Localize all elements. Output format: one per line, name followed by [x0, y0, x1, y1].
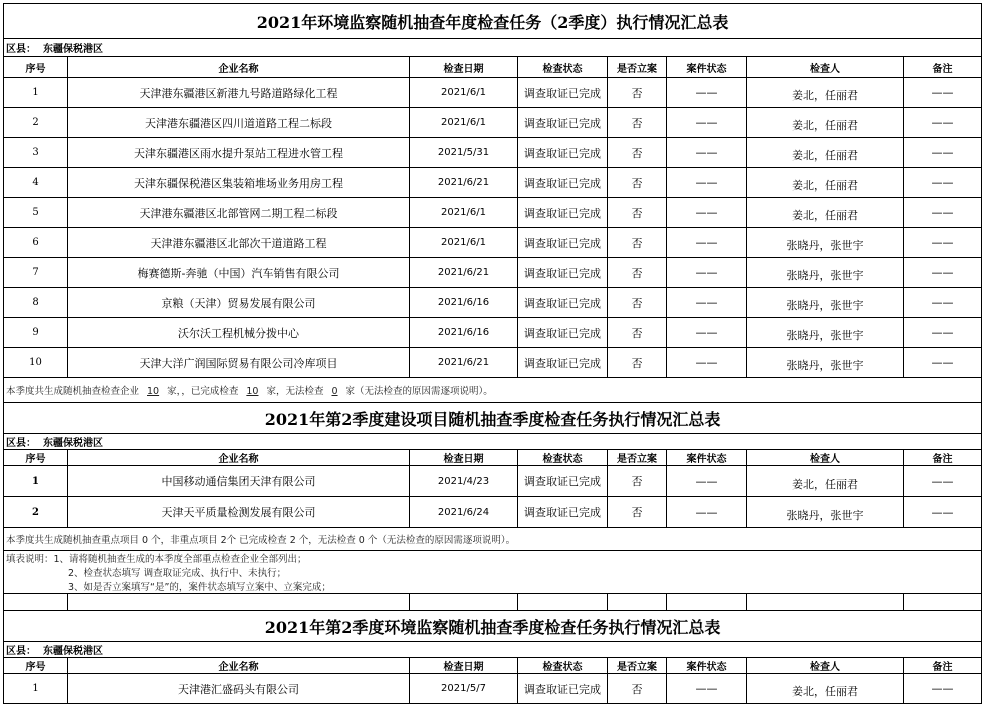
- header-date: 检查日期: [410, 57, 518, 78]
- cell-remark: ——: [904, 466, 982, 497]
- section2-region-row: [4, 434, 982, 450]
- header-remark: 备注: [904, 450, 982, 466]
- section1-region-row: [4, 39, 982, 57]
- header-status: 检查状态: [518, 450, 608, 466]
- header-filed: 是否立案: [608, 658, 667, 674]
- section1-title-row: [4, 4, 982, 39]
- cell-date: 2021/6/1: [410, 198, 518, 228]
- header-status: 检查状态: [518, 658, 608, 674]
- section2-region: 区县： 东疆保税港区: [4, 434, 982, 450]
- cell-seq: 10: [4, 348, 68, 378]
- cell-date: 2021/6/1: [410, 108, 518, 138]
- cell-seq: 5: [4, 198, 68, 228]
- cell-filed: 否: [608, 466, 667, 497]
- spreadsheet: [3, 3, 981, 704]
- cell-inspector: 张晓丹，张世宇: [747, 318, 904, 348]
- cell-case: ——: [667, 108, 747, 138]
- cell-status: 调查取证已完成: [518, 258, 608, 288]
- table-row: [4, 78, 982, 108]
- cell-date: 2021/6/1: [410, 228, 518, 258]
- cell-inspector: 姜北，任丽君: [747, 466, 904, 497]
- cell-remark: ——: [904, 228, 982, 258]
- header-inspector: 检查人: [747, 57, 904, 78]
- cell-date: 2021/5/31: [410, 138, 518, 168]
- section3-header-row: [4, 658, 982, 674]
- cell-status: 调查取证已完成: [518, 466, 608, 497]
- cell-inspector: 张晓丹，张世宇: [747, 258, 904, 288]
- cell-remark: ——: [904, 198, 982, 228]
- cell-company: 天津天平质量检测发展有限公司: [68, 497, 410, 528]
- cell-remark: ——: [904, 674, 982, 704]
- cell-date: 2021/6/24: [410, 497, 518, 528]
- cell-company: 天津东疆港区雨水提升泵站工程进水管工程: [68, 138, 410, 168]
- cell-company: 沃尔沃工程机械分拨中心: [68, 318, 410, 348]
- section3-title-row: [4, 611, 982, 642]
- header-date: 检查日期: [410, 450, 518, 466]
- section3-region-row: [4, 642, 982, 658]
- section2-header-row: [4, 450, 982, 466]
- cell-date: 2021/6/1: [410, 78, 518, 108]
- cell-filed: 否: [608, 168, 667, 198]
- header-remark: 备注: [904, 57, 982, 78]
- cell-seq: 1: [4, 674, 68, 704]
- table-row: [4, 198, 982, 228]
- cell-remark: ——: [904, 288, 982, 318]
- cell-seq: 9: [4, 318, 68, 348]
- table-row: [4, 228, 982, 258]
- header-company: 企业名称: [68, 658, 410, 674]
- cell-date: 2021/6/16: [410, 288, 518, 318]
- cell-status: 调查取证已完成: [518, 497, 608, 528]
- section2-summary-row: [4, 528, 982, 551]
- cell-inspector: 姜北，任丽君: [747, 138, 904, 168]
- cell-filed: 否: [608, 228, 667, 258]
- cell-inspector: 张晓丹，张世宇: [747, 228, 904, 258]
- table-row: [4, 466, 982, 497]
- note-row: [4, 565, 982, 579]
- cell-status: 调查取证已完成: [518, 348, 608, 378]
- cell-status: 调查取证已完成: [518, 198, 608, 228]
- cell-seq: 1: [4, 78, 68, 108]
- cell-filed: 否: [608, 78, 667, 108]
- cell-filed: 否: [608, 258, 667, 288]
- cell-case: ——: [667, 318, 747, 348]
- table-row: [4, 497, 982, 528]
- table-row: [4, 138, 982, 168]
- cell-filed: 否: [608, 348, 667, 378]
- header-filed: 是否立案: [608, 57, 667, 78]
- header-case: 案件状态: [667, 450, 747, 466]
- cell-seq: 3: [4, 138, 68, 168]
- cell-filed: 否: [608, 108, 667, 138]
- cell-remark: ——: [904, 138, 982, 168]
- cell-status: 调查取证已完成: [518, 288, 608, 318]
- section3-title: 2021年第2季度环境监察随机抽查季度检查任务执行情况汇总表: [4, 611, 982, 642]
- section1-summary: 本季度共生成随机抽查检查企业 10 家，，已完成检查 10 家，无法检查 0 家（无法检查的原因需逐项说明）。: [4, 378, 982, 403]
- section1-region: 区县： 东疆保税港区: [4, 39, 982, 57]
- cell-inspector: 姜北，任丽君: [747, 108, 904, 138]
- cell-filed: 否: [608, 318, 667, 348]
- note-line: 填表说明：1、请将随机抽查生成的本季度全部重点检查企业全部列出；: [4, 551, 982, 566]
- cell-company: 天津港东疆港区新港九号路道路绿化工程: [68, 78, 410, 108]
- cell-case: ——: [667, 78, 747, 108]
- cell-case: ——: [667, 228, 747, 258]
- cell-status: 调查取证已完成: [518, 168, 608, 198]
- table-row: [4, 288, 982, 318]
- cell-company: 天津港东疆港区四川道道路工程二标段: [68, 108, 410, 138]
- cell-seq: 2: [4, 497, 68, 528]
- summary-table: [3, 3, 982, 704]
- cell-inspector: 姜北，任丽君: [747, 168, 904, 198]
- header-company: 企业名称: [68, 57, 410, 78]
- header-inspector: 检查人: [747, 450, 904, 466]
- cell-inspector: 张晓丹，张世宇: [747, 348, 904, 378]
- header-status: 检查状态: [518, 57, 608, 78]
- cell-inspector: 张晓丹，张世宇: [747, 288, 904, 318]
- cell-filed: 否: [608, 198, 667, 228]
- header-date: 检查日期: [410, 658, 518, 674]
- cell-case: ——: [667, 198, 747, 228]
- section2-title: 2021年第2季度建设项目随机抽查季度检查任务执行情况汇总表: [4, 403, 982, 434]
- cell-remark: ——: [904, 318, 982, 348]
- cell-date: 2021/5/7: [410, 674, 518, 704]
- note-row: [4, 579, 982, 594]
- section2-summary: 本季度共生成随机抽查重点项目 0 个，非重点项目 2个 已完成检查 2 个，无法检查 0 个（无法检查的原因需逐项说明）。: [4, 528, 982, 551]
- header-inspector: 检查人: [747, 658, 904, 674]
- cell-seq: 8: [4, 288, 68, 318]
- cell-company: 京粮（天津）贸易发展有限公司: [68, 288, 410, 318]
- cell-seq: 2: [4, 108, 68, 138]
- cell-remark: ——: [904, 168, 982, 198]
- header-case: 案件状态: [667, 57, 747, 78]
- table-row: [4, 674, 982, 704]
- section3-region: 区县： 东疆保税港区: [4, 642, 982, 658]
- cell-seq: 4: [4, 168, 68, 198]
- cell-case: ——: [667, 168, 747, 198]
- cell-company: 天津港东疆港区北部次干道道路工程: [68, 228, 410, 258]
- cell-case: ——: [667, 258, 747, 288]
- cell-status: 调查取证已完成: [518, 108, 608, 138]
- blank-row: [4, 594, 982, 611]
- cell-company: 梅赛德斯-奔驰（中国）汽车销售有限公司: [68, 258, 410, 288]
- table-row: [4, 348, 982, 378]
- cell-company: 天津港东疆港区北部管网二期工程二标段: [68, 198, 410, 228]
- cell-company: 天津大洋广润国际贸易有限公司冷库项目: [68, 348, 410, 378]
- cell-status: 调查取证已完成: [518, 318, 608, 348]
- cell-seq: 7: [4, 258, 68, 288]
- cell-case: ——: [667, 288, 747, 318]
- section1-summary-row: [4, 378, 982, 403]
- cell-status: 调查取证已完成: [518, 228, 608, 258]
- header-seq: 序号: [4, 450, 68, 466]
- cell-remark: ——: [904, 497, 982, 528]
- section1-title: 2021年环境监察随机抽查年度检查任务（2季度）执行情况汇总表: [4, 4, 982, 39]
- section1-header-row: [4, 57, 982, 78]
- cell-date: 2021/4/23: [410, 466, 518, 497]
- cell-remark: ——: [904, 108, 982, 138]
- cell-filed: 否: [608, 288, 667, 318]
- note-row: [4, 551, 982, 566]
- cell-inspector: 姜北，任丽君: [747, 674, 904, 704]
- cell-remark: ——: [904, 348, 982, 378]
- note-line: 3、如是否立案填写“是”的，案件状态填写立案中、立案完成；: [4, 579, 982, 594]
- header-case: 案件状态: [667, 658, 747, 674]
- section2-title-row: [4, 403, 982, 434]
- cell-seq: 1: [4, 466, 68, 497]
- cell-filed: 否: [608, 497, 667, 528]
- cell-remark: ——: [904, 258, 982, 288]
- cell-date: 2021/6/21: [410, 258, 518, 288]
- cell-status: 调查取证已完成: [518, 674, 608, 704]
- cell-seq: 6: [4, 228, 68, 258]
- table-row: [4, 318, 982, 348]
- header-remark: 备注: [904, 658, 982, 674]
- header-seq: 序号: [4, 57, 68, 78]
- cell-date: 2021/6/21: [410, 168, 518, 198]
- note-line: 2、检查状态填写 调查取证完成、执行中、未执行；: [4, 565, 982, 579]
- cell-status: 调查取证已完成: [518, 138, 608, 168]
- cell-case: ——: [667, 466, 747, 497]
- table-row: [4, 258, 982, 288]
- table-row: [4, 108, 982, 138]
- cell-case: ——: [667, 497, 747, 528]
- cell-case: ——: [667, 348, 747, 378]
- cell-inspector: 姜北，任丽君: [747, 78, 904, 108]
- cell-case: ——: [667, 138, 747, 168]
- cell-inspector: 张晓丹，张世宇: [747, 497, 904, 528]
- cell-date: 2021/6/21: [410, 348, 518, 378]
- cell-company: 天津东疆保税港区集装箱堆场业务用房工程: [68, 168, 410, 198]
- header-company: 企业名称: [68, 450, 410, 466]
- cell-remark: ——: [904, 78, 982, 108]
- cell-filed: 否: [608, 138, 667, 168]
- table-row: [4, 168, 982, 198]
- cell-company: 中国移动通信集团天津有限公司: [68, 466, 410, 497]
- cell-inspector: 姜北，任丽君: [747, 198, 904, 228]
- header-filed: 是否立案: [608, 450, 667, 466]
- cell-case: ——: [667, 674, 747, 704]
- cell-status: 调查取证已完成: [518, 78, 608, 108]
- cell-date: 2021/6/16: [410, 318, 518, 348]
- cell-company: 天津港汇盛码头有限公司: [68, 674, 410, 704]
- cell-filed: 否: [608, 674, 667, 704]
- header-seq: 序号: [4, 658, 68, 674]
